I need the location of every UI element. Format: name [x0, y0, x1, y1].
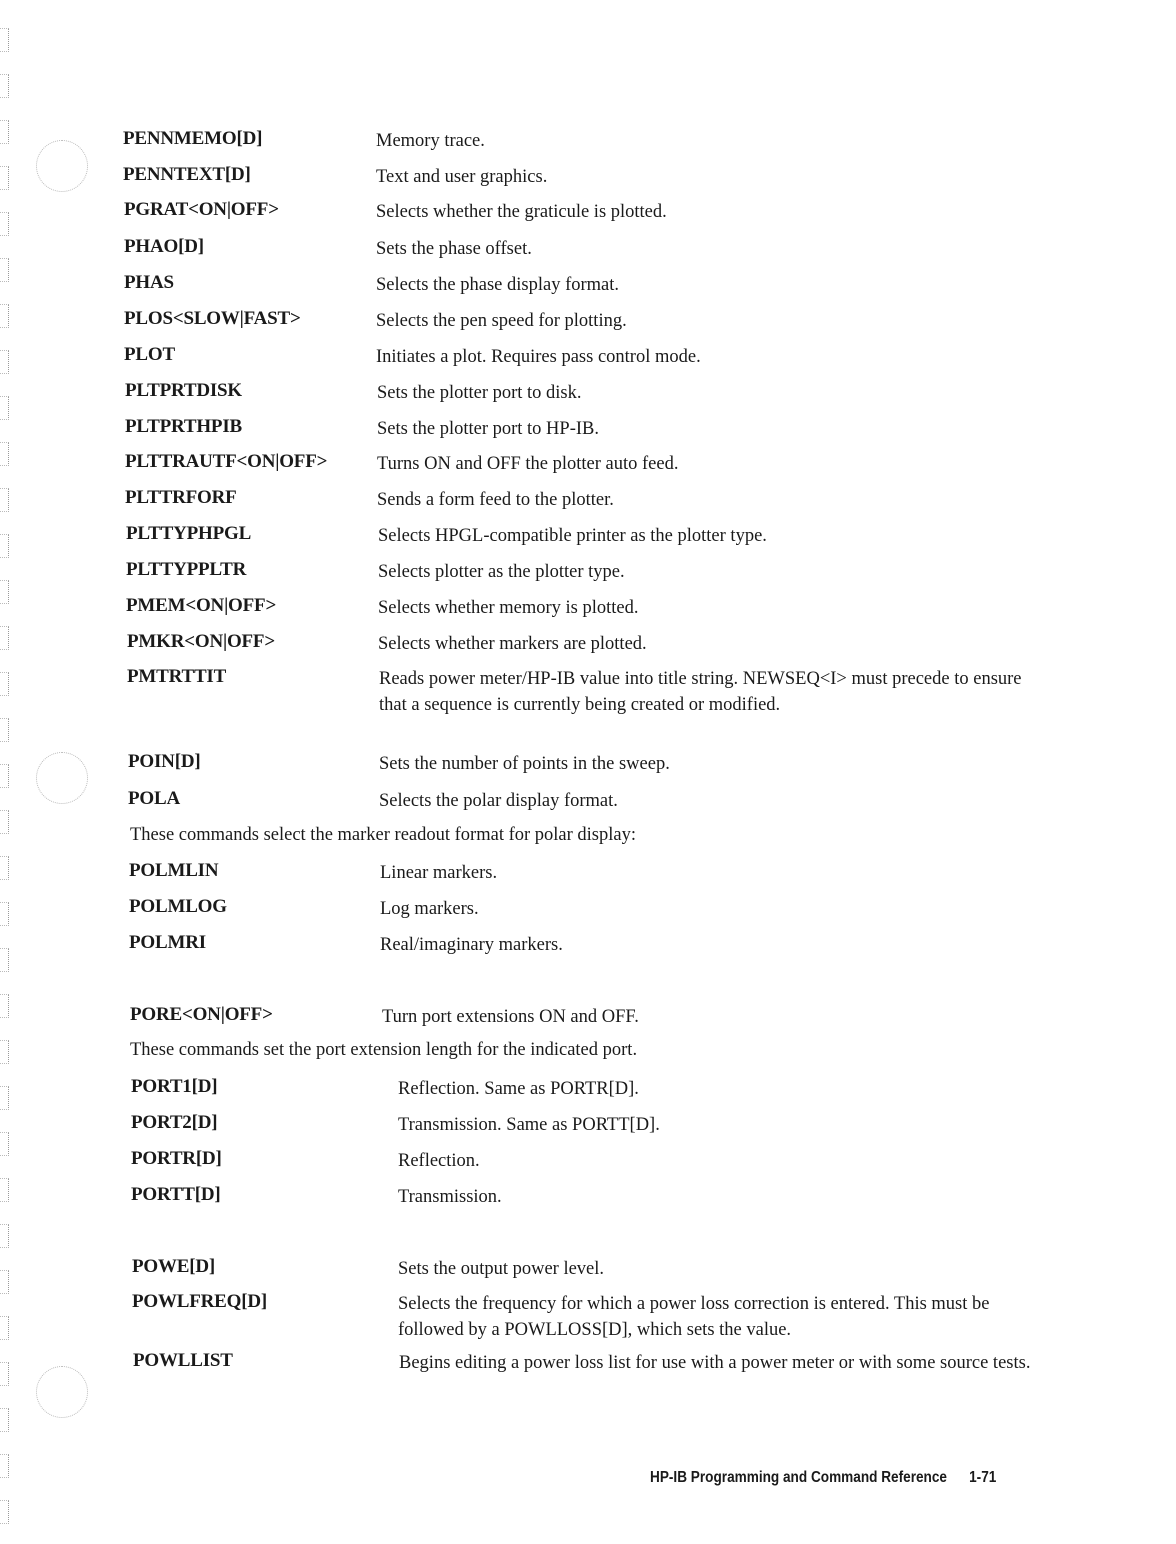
entry-row: [0, 128, 1176, 158]
command-name: PORT2[D]: [131, 1112, 218, 1133]
command-description: Sets the plotter port to disk.: [377, 383, 582, 403]
edge-mark: [0, 718, 9, 742]
command-name: PORT1[D]: [131, 1076, 218, 1097]
entry-row: [0, 751, 1176, 781]
command-description: Selects HPGL-compatible printer as the plotter type.: [378, 526, 767, 546]
command-description: Selects whether the graticule is plotted.: [376, 202, 667, 222]
command-description: Transmission.: [398, 1187, 502, 1207]
entry-row: [0, 416, 1176, 446]
entry-row: [0, 1291, 1176, 1340]
command-name: POWLLIST: [133, 1350, 233, 1371]
entry-row: [0, 1004, 1176, 1034]
command-name: POIN[D]: [128, 751, 201, 772]
edge-mark: [0, 1408, 9, 1432]
entry-row: [0, 1350, 1176, 1380]
entry-row: [0, 788, 1176, 818]
entry-row: [0, 1184, 1176, 1214]
command-name: POLMLOG: [129, 896, 227, 917]
command-name: PHAS: [124, 272, 174, 293]
entry-row: [0, 932, 1176, 962]
edge-mark: [0, 1040, 9, 1064]
command-description: Selects the phase display format.: [376, 275, 620, 295]
command-description: Selects plotter as the plotter type.: [378, 562, 625, 582]
entry-row: [0, 1112, 1176, 1142]
command-name: PHAO[D]: [124, 236, 204, 257]
edge-mark: [0, 74, 9, 98]
command-description: Selects whether markers are plotted.: [378, 634, 647, 654]
page-number: 1-71: [969, 1469, 997, 1486]
command-name: PMTRTTIT: [127, 666, 227, 687]
entry-row: [0, 595, 1176, 625]
command-name: PENNTEXT[D]: [123, 164, 251, 185]
command-name: PLOS<SLOW|FAST>: [124, 308, 301, 329]
edge-mark: [0, 1224, 9, 1248]
entry-row: [0, 272, 1176, 302]
command-name: PENNMEMO[D]: [123, 128, 263, 149]
command-name: PORTR[D]: [131, 1148, 222, 1169]
section-intro-port: These commands set the port extension length for the indicated port.: [130, 1040, 638, 1060]
entry-row: [0, 380, 1176, 410]
entry-row: [0, 344, 1176, 374]
entry-row: [0, 896, 1176, 926]
command-description: Reflection.: [398, 1151, 480, 1171]
command-name: PLTTYPPLTR: [126, 559, 247, 580]
entry-row: [0, 1256, 1176, 1286]
command-name: PGRAT<ON|OFF>: [124, 199, 279, 220]
edge-mark: [0, 1500, 9, 1524]
command-description: Sets the number of points in the sweep.: [379, 754, 670, 774]
command-description: Selects the pen speed for plotting.: [376, 311, 627, 331]
entry-row: [0, 487, 1176, 517]
command-name: POLA: [128, 788, 180, 809]
command-description: Linear markers.: [380, 863, 498, 883]
entry-row: [0, 523, 1176, 553]
section-intro-polar: These commands select the marker readout format for polar display:: [130, 825, 636, 845]
entry-row: [0, 631, 1176, 661]
command-description: Text and user graphics.: [376, 167, 548, 187]
command-name: POWE[D]: [132, 1256, 216, 1277]
command-name: PORTT[D]: [131, 1184, 221, 1205]
edge-mark: [0, 1454, 9, 1478]
command-description: Memory trace.: [376, 131, 485, 151]
command-name: PMKR<ON|OFF>: [127, 631, 275, 652]
command-name: PLTPRTDISK: [125, 380, 243, 401]
command-name: PMEM<ON|OFF>: [126, 595, 277, 616]
command-description: Selects the polar display format.: [379, 791, 618, 811]
command-description: Sends a form feed to the plotter.: [377, 490, 614, 510]
command-name: PLTTYPHPGL: [126, 523, 252, 544]
footer-title: HP-IB Programming and Command Reference: [650, 1469, 947, 1486]
command-description: Sets the plotter port to HP-IB.: [377, 419, 599, 439]
command-name: PLTPRTHPIB: [125, 416, 242, 437]
command-name: POLMLIN: [129, 860, 219, 881]
entry-row: [0, 860, 1176, 890]
command-description: Real/imaginary markers.: [380, 935, 563, 955]
entry-row: [0, 1076, 1176, 1106]
command-description: Sets the output power level.: [398, 1259, 605, 1279]
entry-row: [0, 164, 1176, 194]
command-description: Log markers.: [380, 899, 479, 919]
command-name: PLTTRAUTF<ON|OFF>: [125, 451, 328, 472]
edge-mark: [0, 28, 9, 52]
command-description: Begins editing a power loss list for use with a power meter or with some source tests.: [399, 1353, 1031, 1373]
command-description: Selects the frequency for which a power loss correction is entered. This must be followed by a POWLLOSS[D], which sets the value.: [398, 1294, 990, 1340]
entry-row: [0, 1148, 1176, 1178]
command-description: Turn port extensions ON and OFF.: [382, 1007, 639, 1027]
command-name: PORE<ON|OFF>: [130, 1004, 273, 1025]
command-name: POLMRI: [129, 932, 206, 953]
command-name: POWLFREQ[D]: [132, 1291, 268, 1312]
entry-row: [0, 199, 1176, 229]
command-description: Sets the phase offset.: [376, 239, 532, 259]
page-footer: [650, 1469, 996, 1487]
entry-row: [0, 451, 1176, 481]
entry-row: [0, 308, 1176, 338]
command-description: Initiates a plot. Requires pass control mode.: [376, 347, 701, 367]
entry-row: [0, 559, 1176, 589]
command-name: PLTTRFORF: [125, 487, 237, 508]
command-description: Turns ON and OFF the plotter auto feed.: [377, 454, 679, 474]
entry-row: [0, 666, 1176, 715]
command-description: Reads power meter/HP-IB value into title string. NEWSEQ<I> must precede to ensure that a sequence is currently being created or modified.: [379, 669, 1022, 715]
entry-row: [0, 236, 1176, 266]
command-description: Transmission. Same as PORTT[D].: [398, 1115, 660, 1135]
command-description: Reflection. Same as PORTR[D].: [398, 1079, 639, 1099]
command-description: Selects whether memory is plotted.: [378, 598, 639, 618]
command-name: PLOT: [124, 344, 175, 365]
